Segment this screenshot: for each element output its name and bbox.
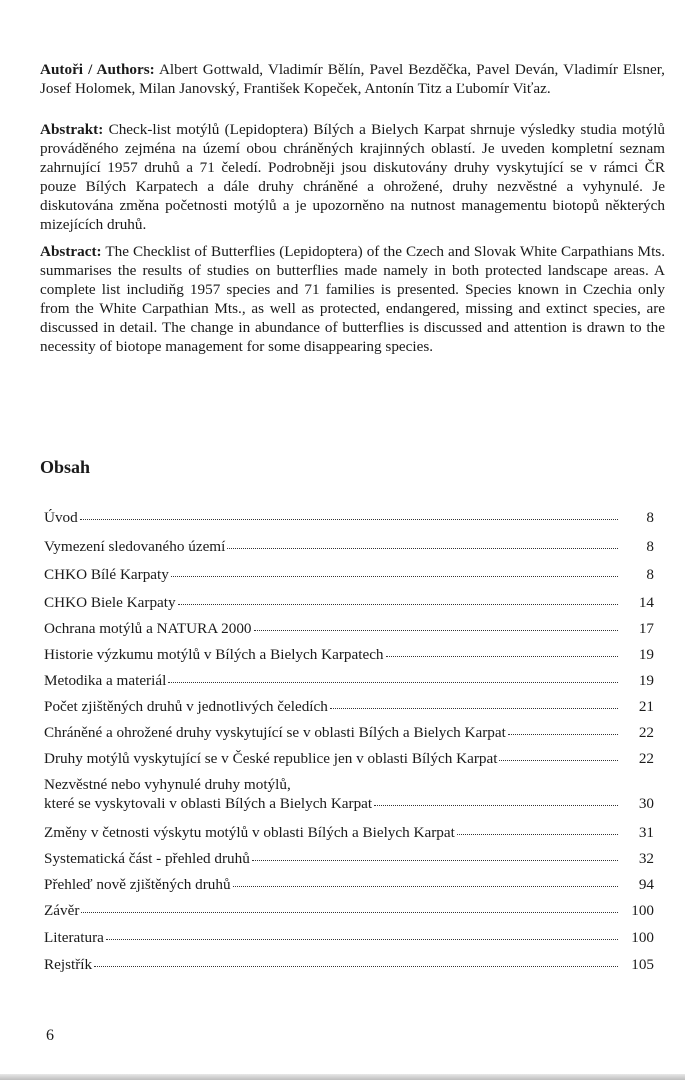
toc-dot-leader — [178, 603, 618, 605]
toc-entry-line — [44, 723, 654, 742]
toc-entry-page: 8 — [646, 538, 654, 555]
toc-entry-page: 30 — [638, 795, 654, 812]
toc-entry-line — [44, 749, 654, 768]
toc-dot-leader — [254, 629, 618, 631]
toc-entry-title: Změny v četnosti výskytu motýlů v oblasti Bílých a Bielych Karpat — [44, 824, 455, 841]
abstract-text: The Checklist of Butterflies (Lepidoptera) of the Czech and Slovak White Carpathians Mts. summarises the results of studies on butterflies made namely in both protected landscape areas. A complete list includiňg 1957 species and 71 families is presented. Species known in Czechia only from the White Carpathian Mts., as well as protected, endangered, missing and extinct species, are discussed in detail. The change in abundance of butterflies is discussed and attention is drawn to the necessity of biotope management for some disappearing species. — [40, 243, 665, 355]
toc-dot-leader — [106, 938, 618, 940]
toc-entry-page: 22 — [638, 724, 654, 741]
toc-entry — [44, 619, 654, 638]
toc-entry-title: Přehleď nově zjištěných druhů — [44, 876, 231, 893]
toc-entry-title: Závěr — [44, 902, 80, 919]
toc-dot-leader — [457, 833, 618, 835]
toc-entry-title: Metodika a materiál — [44, 672, 167, 689]
toc-entry — [44, 823, 654, 842]
toc-dot-leader — [94, 965, 618, 967]
toc-entry-title: Rejstřík — [44, 956, 93, 973]
toc-entry-line — [44, 619, 654, 638]
toc-entry-line — [44, 794, 654, 813]
authors-label: Autoři / Authors: — [40, 61, 155, 78]
toc-entry-page: 21 — [638, 698, 654, 715]
toc-entry — [44, 775, 654, 813]
toc-entry-page: 100 — [631, 929, 654, 946]
toc-heading: Obsah — [40, 457, 91, 477]
toc-entry-title: Ochrana motýlů a NATURA 2000 — [44, 620, 252, 637]
toc-entry — [44, 901, 654, 920]
toc-entry-title: Počet zjištěných druhů v jednotlivých čeledích — [44, 698, 328, 715]
authors-text: Albert Gottwald, Vladimír Bělín, Pavel Bezděčka, Pavel Deván, Vladimír Elsner, Josef Holomek, Milan Janovský, František Kopeček, Antonín Titz a Ľubomír Viťaz. — [40, 61, 665, 97]
toc-entry — [44, 508, 654, 527]
toc-entry — [44, 593, 654, 612]
page-number: 6 — [46, 1027, 54, 1044]
toc-entry-page: 105 — [631, 956, 654, 973]
toc-entry-page: 19 — [638, 672, 654, 689]
abstract-label: Abstract: — [40, 243, 102, 260]
toc-entry-title-line1: Nezvěstné nebo vyhynulé druhy motýlů, — [44, 776, 291, 793]
toc-dot-leader — [374, 804, 618, 806]
toc-dot-leader — [499, 759, 618, 761]
toc-entry — [44, 697, 654, 716]
toc-dot-leader — [508, 733, 618, 735]
toc-entry-title: CHKO Bílé Karpaty — [44, 566, 169, 583]
toc-dot-leader — [252, 859, 618, 861]
toc-entry-line — [44, 697, 654, 716]
toc-entry-page: 8 — [646, 566, 654, 583]
toc-entry-page: 14 — [638, 594, 654, 611]
toc-entry-page: 94 — [638, 876, 654, 893]
toc-entry-title: Historie výzkumu motýlů v Bílých a Bielych Karpatech — [44, 646, 384, 663]
toc-entry-title: Vymezení sledovaného území — [44, 538, 226, 555]
toc-dot-leader — [171, 575, 618, 577]
toc-entry-line — [44, 565, 654, 584]
toc-entry-line — [44, 849, 654, 868]
toc-entry — [44, 849, 654, 868]
toc-entry — [44, 749, 654, 768]
toc-entry-line — [44, 537, 654, 556]
toc-entry-line — [44, 671, 654, 690]
abstrakt-text: Check-list motýlů (Lepidoptera) Bílých a Bielych Karpat shrnuje výsledky studia motýlů prováděného zejména na území obou chráněných krajinných oblastí. Je uveden kompletní seznam zahrnující 1957 druhů a 71 čeledí. Podrobněji jsou diskutovány druhy vyskytující se v rámci ČR pouze Bílých Karpatech a dále druhy chráněné a ohrožené, druhy nezvěstné a vyhynulé. Je diskutována změna početnosti motýlů a je upozorněno na nutnost managementu biotopů některých mizejících druhů. — [40, 121, 666, 233]
toc-entry-title: Literatura — [44, 929, 104, 946]
toc-entry — [44, 537, 654, 556]
toc-dot-leader — [227, 547, 618, 549]
toc-entry-line — [44, 823, 654, 842]
toc-dot-leader — [80, 518, 618, 520]
abstrakt-label: Abstrakt: — [40, 121, 104, 138]
toc-entry-line — [44, 508, 654, 527]
toc-dot-leader — [233, 885, 618, 887]
toc-entry-title: Systematická část - přehled druhů — [44, 850, 250, 867]
toc-entry-title: které se vyskytovali v oblasti Bílých a Bielych Karpat — [44, 795, 373, 812]
toc-entry-page: 32 — [638, 850, 654, 867]
toc-dot-leader — [386, 655, 618, 657]
toc-entry — [44, 875, 654, 894]
toc-entry-line — [44, 593, 654, 612]
toc-entry-title: Chráněné a ohrožené druhy vyskytující se v oblasti Bílých a Bielych Karpat — [44, 724, 506, 741]
abstract-paragraph — [40, 242, 665, 356]
toc-entry-line — [44, 875, 654, 894]
toc-entry — [44, 955, 654, 974]
toc-entry-line — [44, 645, 654, 664]
abstrakt-paragraph — [40, 120, 665, 234]
toc-entry-page: 8 — [646, 509, 654, 526]
toc-dot-leader — [330, 707, 618, 709]
toc-entry-page: 19 — [638, 646, 654, 663]
toc-entry-page: 17 — [638, 620, 654, 637]
toc-entry — [44, 565, 654, 584]
toc-entry-title: Druhy motýlů vyskytující se v České republice jen v oblasti Bílých Karpat — [44, 750, 498, 767]
toc-dot-leader — [81, 911, 618, 913]
toc-entry — [44, 671, 654, 690]
toc-entry-title: Úvod — [44, 509, 78, 526]
authors-paragraph — [40, 60, 665, 98]
toc-entry-line — [44, 928, 654, 947]
toc-entry-title: CHKO Biele Karpaty — [44, 594, 176, 611]
toc-entry-page: 22 — [638, 750, 654, 767]
toc-entry — [44, 645, 654, 664]
toc-entry — [44, 723, 654, 742]
toc-entry-page: 31 — [638, 824, 654, 841]
toc-entry — [44, 928, 654, 947]
toc-entry-line — [44, 955, 654, 974]
scan-edge-shadow — [0, 1074, 685, 1080]
toc-entry-line — [44, 901, 654, 920]
toc-entry-page: 100 — [631, 902, 654, 919]
toc-dot-leader — [168, 681, 618, 683]
